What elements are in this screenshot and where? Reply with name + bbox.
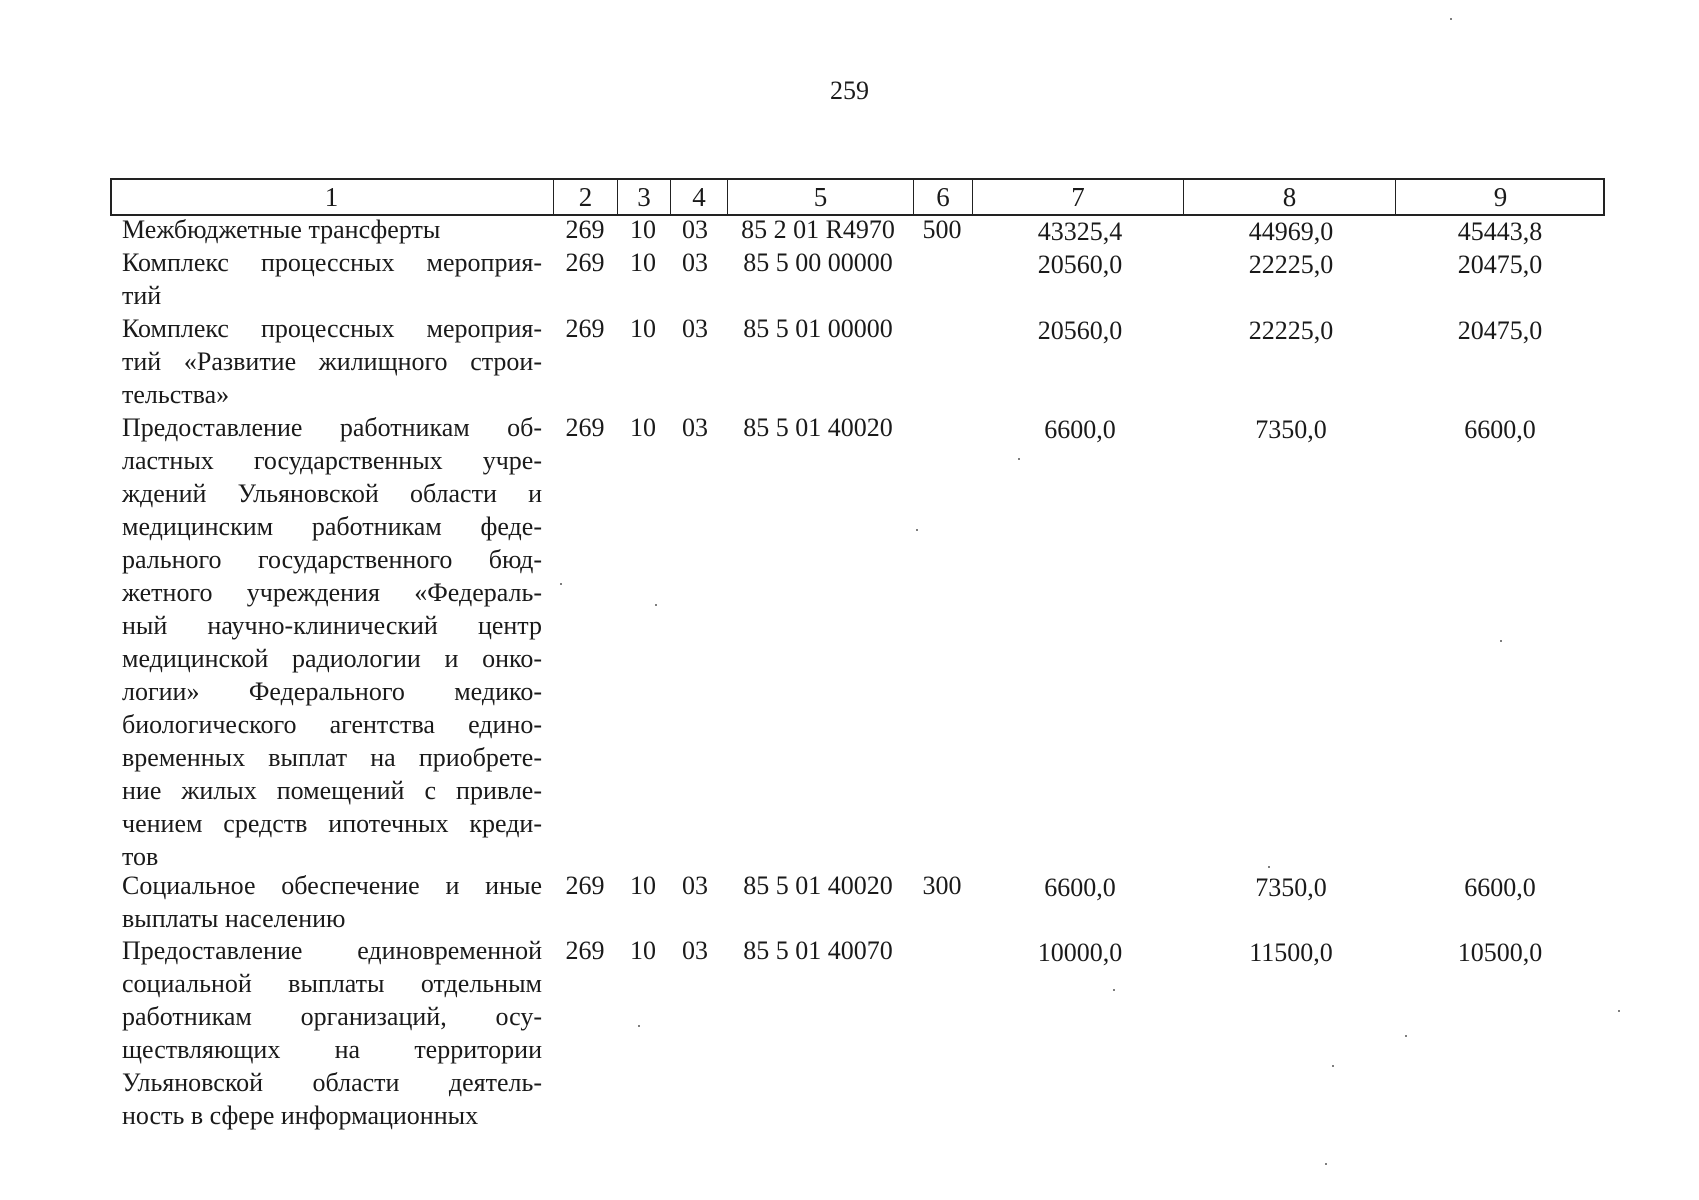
cell-col-2: 269 xyxy=(565,215,605,244)
header-cell-6: 6 xyxy=(913,180,972,214)
cell-col-7: 6600,0 xyxy=(1044,873,1116,902)
cell-col-7: 6600,0 xyxy=(1044,415,1116,444)
header-cell-7: 7 xyxy=(972,180,1183,214)
description-line: Предоставление единовременной xyxy=(122,936,542,965)
table-row xyxy=(0,312,1699,411)
cell-col-8: 7350,0 xyxy=(1255,415,1327,444)
description-line: Комплекс процессных мероприя- xyxy=(122,314,542,343)
description-line: Предоставление работникам об- xyxy=(122,413,542,442)
header-cell-2: 2 xyxy=(553,180,617,214)
scan-speck xyxy=(560,583,562,585)
description-line: тельства» xyxy=(122,380,230,409)
cell-col-6: 300 xyxy=(922,871,962,900)
cell-col-4: 03 xyxy=(682,248,708,277)
cell-col-5: 85 5 01 40020 xyxy=(743,413,893,442)
description-line: тов xyxy=(122,842,159,871)
description-line: Межбюджетные трансферты xyxy=(122,215,441,244)
description-line: тий xyxy=(122,281,162,310)
description-line: Ульяновской области деятель- xyxy=(122,1068,542,1097)
cell-col-4: 03 xyxy=(682,413,708,442)
cell-col-8: 22225,0 xyxy=(1248,250,1334,279)
cell-col-8: 22225,0 xyxy=(1248,316,1334,345)
row-description xyxy=(122,934,542,1132)
cell-col-5: 85 5 01 00000 xyxy=(743,314,893,343)
cell-col-2: 269 xyxy=(565,413,605,442)
cell-col-7: 10000,0 xyxy=(1037,938,1123,967)
description-line: Комплекс процессных мероприя- xyxy=(122,248,542,277)
cell-col-7: 20560,0 xyxy=(1037,316,1123,345)
table-row xyxy=(0,934,1699,1132)
description-line: ность в сфере информационных xyxy=(122,1101,479,1130)
cell-col-2: 269 xyxy=(565,248,605,277)
scan-speck xyxy=(1500,640,1502,642)
row-description xyxy=(122,411,542,873)
cell-col-3: 10 xyxy=(630,314,656,343)
description-line: чением средств ипотечных креди- xyxy=(122,809,542,838)
description-line: ждений Ульяновской области и xyxy=(122,479,542,508)
header-cell-3: 3 xyxy=(617,180,670,214)
scan-speck xyxy=(1450,18,1452,20)
scan-speck xyxy=(1113,989,1115,991)
scan-speck xyxy=(1618,1010,1620,1012)
cell-col-8: 44969,0 xyxy=(1248,217,1334,246)
cell-col-3: 10 xyxy=(630,215,656,244)
cell-col-5: 85 2 01 R4970 xyxy=(741,215,895,244)
scan-speck xyxy=(916,529,918,531)
cell-col-9: 20475,0 xyxy=(1457,316,1543,345)
cell-col-6: 500 xyxy=(922,215,962,244)
cell-col-2: 269 xyxy=(565,871,605,900)
description-line: ный научно-клинический центр xyxy=(122,611,542,640)
cell-col-4: 03 xyxy=(682,871,708,900)
cell-col-5: 85 5 01 40020 xyxy=(743,871,893,900)
description-line: работникам организаций, осу- xyxy=(122,1002,542,1031)
description-line: логии» Федерального медико- xyxy=(122,677,542,706)
cell-col-4: 03 xyxy=(682,936,708,965)
header-cell-9: 9 xyxy=(1395,180,1605,214)
cell-col-9: 45443,8 xyxy=(1457,217,1543,246)
cell-col-5: 85 5 00 00000 xyxy=(743,248,893,277)
cell-col-3: 10 xyxy=(630,936,656,965)
cell-col-8: 7350,0 xyxy=(1255,873,1327,902)
table-row xyxy=(0,411,1699,873)
scan-speck xyxy=(1018,458,1020,460)
row-description xyxy=(122,246,542,312)
description-line: ществляющих на территории xyxy=(122,1035,542,1064)
description-line: Социальное обеспечение и иные xyxy=(122,871,542,900)
cell-col-7: 20560,0 xyxy=(1037,250,1123,279)
scan-speck xyxy=(638,1025,640,1027)
row-description xyxy=(122,213,542,246)
cell-col-2: 269 xyxy=(565,936,605,965)
description-line: временных выплат на приобрете- xyxy=(122,743,542,772)
description-line: тий «Развитие жилищного строи- xyxy=(122,347,542,376)
cell-col-4: 03 xyxy=(682,314,708,343)
row-description xyxy=(122,869,542,935)
cell-col-4: 03 xyxy=(682,215,708,244)
cell-col-8: 11500,0 xyxy=(1249,938,1333,967)
cell-col-9: 6600,0 xyxy=(1464,415,1536,444)
scan-speck xyxy=(1405,1035,1407,1037)
description-line: выплаты населению xyxy=(122,904,346,933)
header-cell-5: 5 xyxy=(727,180,913,214)
cell-col-7: 43325,4 xyxy=(1037,217,1123,246)
cell-col-2: 269 xyxy=(565,314,605,343)
header-cell-4: 4 xyxy=(670,180,727,214)
scan-speck xyxy=(1325,1163,1327,1165)
header-cell-1: 1 xyxy=(324,182,339,212)
description-line: медицинским работникам феде- xyxy=(122,512,542,541)
cell-col-9: 20475,0 xyxy=(1457,250,1543,279)
table-header-row xyxy=(110,178,1605,216)
cell-col-5: 85 5 01 40070 xyxy=(743,936,893,965)
table-row xyxy=(0,869,1699,935)
row-description xyxy=(122,312,542,411)
scan-speck xyxy=(1332,1065,1334,1067)
description-line: ние жилых помещений с привле- xyxy=(122,776,542,805)
cell-col-3: 10 xyxy=(630,413,656,442)
table-row xyxy=(0,213,1699,246)
description-line: социальной выплаты отдельным xyxy=(122,969,542,998)
scan-speck xyxy=(655,604,657,606)
cell-col-9: 6600,0 xyxy=(1464,873,1536,902)
cell-col-3: 10 xyxy=(630,248,656,277)
scan-speck xyxy=(1268,866,1270,868)
description-line: рального государственного бюд- xyxy=(122,545,542,574)
description-line: ластных государственных учре- xyxy=(122,446,542,475)
table-row xyxy=(0,246,1699,312)
cell-col-9: 10500,0 xyxy=(1457,938,1543,967)
cell-col-3: 10 xyxy=(630,871,656,900)
header-cell-8: 8 xyxy=(1183,180,1395,214)
description-line: биологического агентства едино- xyxy=(122,710,542,739)
page-number: 259 xyxy=(830,76,869,105)
description-line: жетного учреждения «Федераль- xyxy=(122,578,542,607)
description-line: медицинской радиологии и онко- xyxy=(122,644,542,673)
